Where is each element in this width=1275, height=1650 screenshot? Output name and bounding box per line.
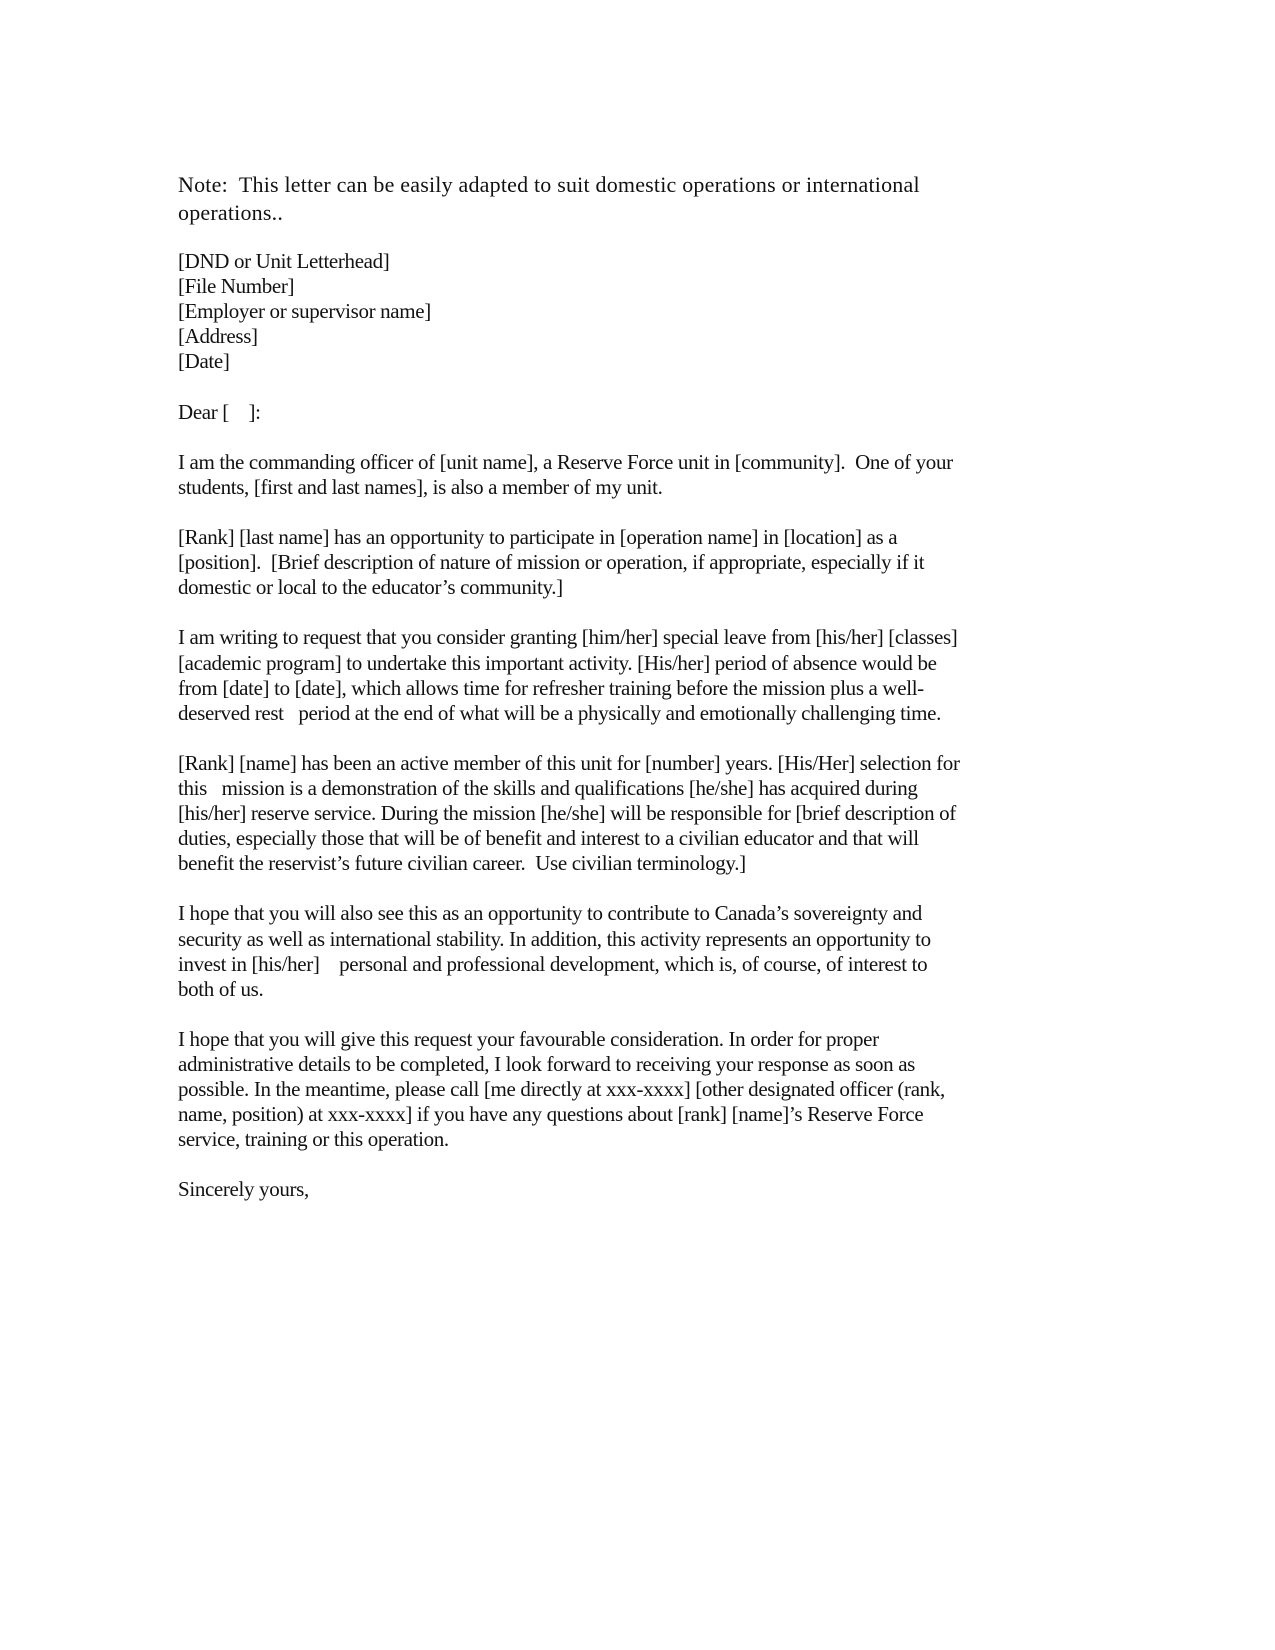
salutation: Dear [ ]: <box>178 399 261 424</box>
paragraph-line: [academic program] to undertake this important activity. [His/her] period of absence would be <box>178 650 937 675</box>
paragraph-line: [Rank] [last name] has an opportunity to participate in [operation name] in [location] as a <box>178 525 898 550</box>
paragraph-line: security as well as international stability. In addition, this activity represents an opportunity to <box>178 926 931 951</box>
file-number-placeholder: [File Number] <box>178 274 295 299</box>
paragraph-line: invest in [his/her] personal and professional development, which is, of course, of interest to <box>178 951 928 976</box>
spacer <box>178 374 1078 399</box>
letter-header-block <box>178 249 1078 374</box>
paragraph-line: deserved rest period at the end of what will be a physically and emotionally challenging time. <box>178 700 941 725</box>
paragraph-line: I am writing to request that you consider granting [him/her] special leave from [his/her] [classes] <box>178 625 958 650</box>
paragraph-line: students, [first and last names], is also a member of my unit. <box>178 474 663 499</box>
paragraph-line: this mission is a demonstration of the skills and qualifications [he/she] has acquired during <box>178 775 918 800</box>
paragraph-line: I hope that you will give this request your favourable consideration. In order for proper <box>178 1026 879 1051</box>
spacer <box>178 600 1078 625</box>
paragraph-member-service <box>178 751 1078 876</box>
paragraph-line: [position]. [Brief description of nature of mission or operation, if appropriate, especially if it <box>178 550 925 575</box>
paragraph-line: [Rank] [name] has been an active member of this unit for [number] years. [His/Her] selection for <box>178 750 960 775</box>
paragraph-line: I am the commanding officer of [unit name], a Reserve Force unit in [community]. One of your <box>178 449 953 474</box>
recipient-name-placeholder: [Employer or supervisor name] <box>178 299 431 324</box>
paragraph-line: [his/her] reserve service. During the mission [he/she] will be responsible for [brief description of <box>178 801 956 826</box>
paragraph-leave-request <box>178 625 1078 725</box>
paragraph-line: name, position) at xxx-xxxx] if you have any questions about [rank] [name]’s Reserve Force <box>178 1102 924 1127</box>
spacer <box>178 425 1078 450</box>
paragraph-line: I hope that you will also see this as an opportunity to contribute to Canada’s sovereignty and <box>178 901 922 926</box>
adaptation-note <box>178 171 1078 227</box>
paragraph-contribution <box>178 901 1078 1001</box>
letterhead-placeholder: [DND or Unit Letterhead] <box>178 249 390 273</box>
note-line: Note: This letter can be easily adapted to suit domestic operations or international <box>178 172 920 197</box>
paragraph-line: benefit the reservist’s future civilian career. Use civilian terminology.] <box>178 851 746 876</box>
paragraph-opportunity <box>178 525 1078 600</box>
paragraph-introduction <box>178 450 1078 500</box>
spacer <box>178 500 1078 525</box>
paragraph-consideration <box>178 1027 1078 1152</box>
letter-body <box>178 171 1078 1203</box>
paragraph-line: duties, especially those that will be of benefit and interest to a civilian educator and that will <box>178 826 919 851</box>
paragraph-line: from [date] to [date], which allows time for refresher training before the mission plus a well- <box>178 675 924 700</box>
spacer <box>178 1152 1078 1177</box>
note-line: operations.. <box>178 200 284 225</box>
date-placeholder: [Date] <box>178 349 230 374</box>
closing: Sincerely yours, <box>178 1177 309 1202</box>
spacer <box>178 726 1078 751</box>
paragraph-line: service, training or this operation. <box>178 1127 449 1152</box>
paragraph-line: possible. In the meantime, please call [me directly at xxx-xxxx] [other designated officer (rank, <box>178 1077 945 1102</box>
paragraph-line: administrative details to be completed, I look forward to receiving your response as soon as <box>178 1052 916 1076</box>
spacer <box>178 227 1078 249</box>
paragraph-line: domestic or local to the educator’s community.] <box>178 575 563 600</box>
paragraph-line: both of us. <box>178 976 264 1001</box>
spacer <box>178 1002 1078 1027</box>
spacer <box>178 876 1078 901</box>
address-placeholder: [Address] <box>178 324 258 349</box>
